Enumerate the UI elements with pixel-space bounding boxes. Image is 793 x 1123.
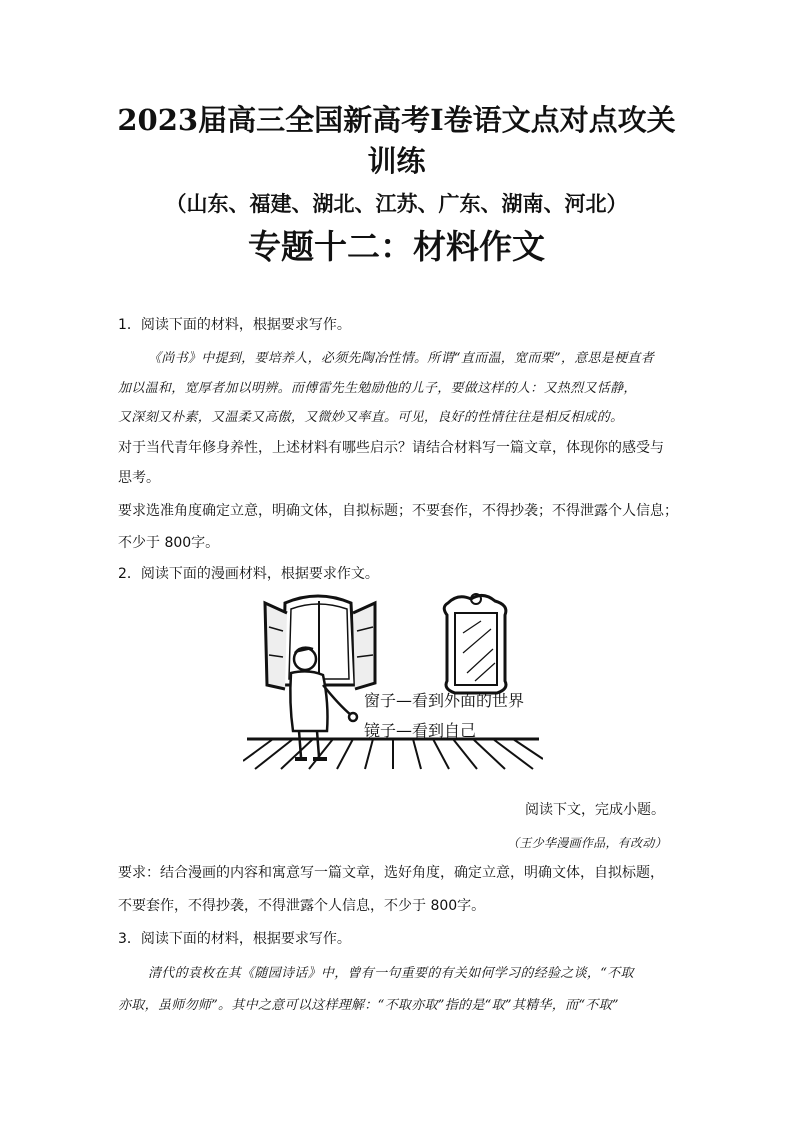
doc-provinces: （山东、福建、湖北、江苏、广东、湖南、河北） — [165, 191, 628, 216]
q1-material-line: 加以温和，宽厚者加以明辨。而傅雷先生勉励他的儿子，要做这样的人：又热烈又恬静， — [118, 381, 637, 396]
q2-credit: （王少华漫画作品，有改动） — [507, 836, 667, 850]
comic-illustration — [243, 593, 543, 771]
q3-material-line: 清代的袁枚在其《随园诗话》中，曾有一句重要的有关如何学习的经验之谈，“不取 — [148, 966, 634, 981]
comic-caption-mirror: 镜子—看到自己 — [364, 721, 477, 740]
q1-requirement-line: 要求选准角度确定立意，明确文体，自拟标题；不要套作，不得抄袭；不得泄露个人信息； — [118, 503, 678, 519]
q2-prompt: 2．阅读下面的漫画材料，根据要求作文。 — [118, 566, 379, 582]
q1-question-line: 思考。 — [118, 470, 160, 486]
q1-requirement-line: 不少于 800字。 — [118, 535, 220, 551]
q2-requirement-line: 要求：结合漫画的内容和寓意写一篇文章，选好角度，确定立意，明确文体，自拟标题， — [118, 865, 664, 881]
q3-prompt: 3．阅读下面的材料，根据要求写作。 — [118, 931, 351, 947]
doc-title-line1: 2023届高三全国新高考Ⅰ卷语文点对点攻关 — [117, 103, 676, 137]
q3-material-line: 亦取，虽师勿师”。其中之意可以这样理解：“不取亦取”指的是“取”其精华，而“不取” — [118, 998, 619, 1013]
doc-title-line2: 训练 — [367, 144, 426, 178]
doc-topic-heading: 专题十二：材料作文 — [248, 227, 545, 266]
q2-requirement-line: 不要套作，不得抄袭，不得泄露个人信息，不少于 800字。 — [118, 898, 486, 914]
q1-question-line: 对于当代青年修身养性，上述材料有哪些启示？请结合材料写一篇文章，体现你的感受与 — [118, 440, 664, 456]
mirror-drawing — [444, 594, 506, 693]
q1-prompt: 1．阅读下面的材料，根据要求写作。 — [118, 317, 351, 333]
floor-drawing — [243, 739, 543, 769]
q2-read-note: 阅读下文，完成小题。 — [525, 802, 665, 818]
comic-caption-window: 窗子—看到外面的世界 — [364, 691, 525, 710]
q1-material-line: 又深刻又朴素，又温柔又高傲，又微妙又率直。可见，良好的性情往往是相反相成的。 — [118, 410, 624, 425]
q1-material-line: 《尚书》中提到，要培养人，必须先陶冶性情。所谓“直而温，宽而栗”，意思是梗直者 — [148, 351, 654, 366]
